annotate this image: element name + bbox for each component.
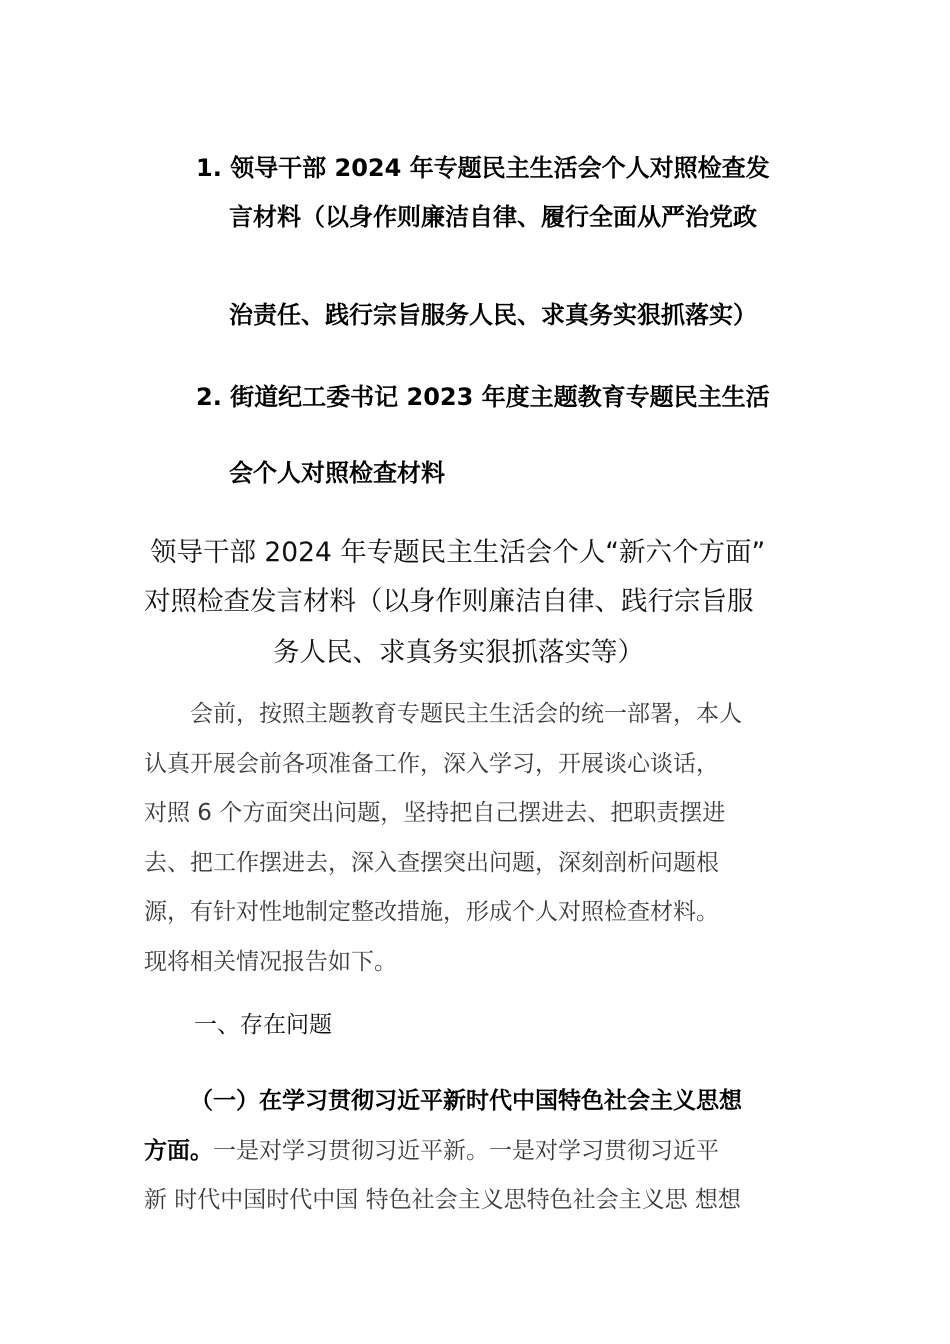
subsection-line-2 <box>144 1132 719 1165</box>
toc-item-1-line-2: 言材料（以身作则廉洁自律、履行全面从严治党政 <box>229 203 757 231</box>
subsection-heading: （一）在学习贯彻习近平新时代中国特色社会主义思想 <box>190 1088 742 1114</box>
title-line-1: 领导干部 2024 年专题民主生活会个人“新六个方面” <box>150 537 766 568</box>
intro-line-6: 现将相关情况报告如下。 <box>144 949 397 975</box>
title-line-2: 对照检查发言材料（以身作则廉洁自律、践行宗旨服 <box>144 586 754 617</box>
intro-line-2: 认真开展会前各项准备工作，深入学习，开展谈心谈话， <box>144 751 719 777</box>
intro-line-3: 对照 6 个方面突出问题，坚持把自己摆进去、把职责摆进 <box>144 800 726 826</box>
toc-item-1-line-3: 治责任、践行宗旨服务人民、求真务实狠抓落实） <box>229 301 757 329</box>
toc-item-2-line-2: 会个人对照检查材料 <box>229 459 445 487</box>
intro-line-5: 源，有针对性地制定整改措施，形成个人对照检查材料。 <box>144 899 719 925</box>
subsection-line-2-text: 一是对学习贯彻习近平新。一是对学习贯彻习近平 <box>213 1138 719 1164</box>
section-heading: 一、存在问题 <box>194 1012 332 1038</box>
subsection-line-3: 新 时代中国时代中国 特色社会主义思特色社会主义思 想想 <box>144 1187 741 1213</box>
toc-item-1-line-1: 1. 领导干部 2024 年专题民主生活会个人对照检查发 <box>196 154 770 182</box>
intro-line-4: 去、把工作摆进去，深入查摆突出问题，深刻剖析问题根 <box>144 850 719 876</box>
toc-item-2-line-1: 2. 街道纪工委书记 2023 年度主题教育专题民主生活 <box>196 383 770 411</box>
title-line-3: 务人民、求真务实狠抓落实等） <box>273 637 644 668</box>
intro-line-1: 会前，按照主题教育专题民主生活会的统一部署，本人 <box>190 701 742 727</box>
subsection-lead: 方面。 <box>144 1138 213 1164</box>
